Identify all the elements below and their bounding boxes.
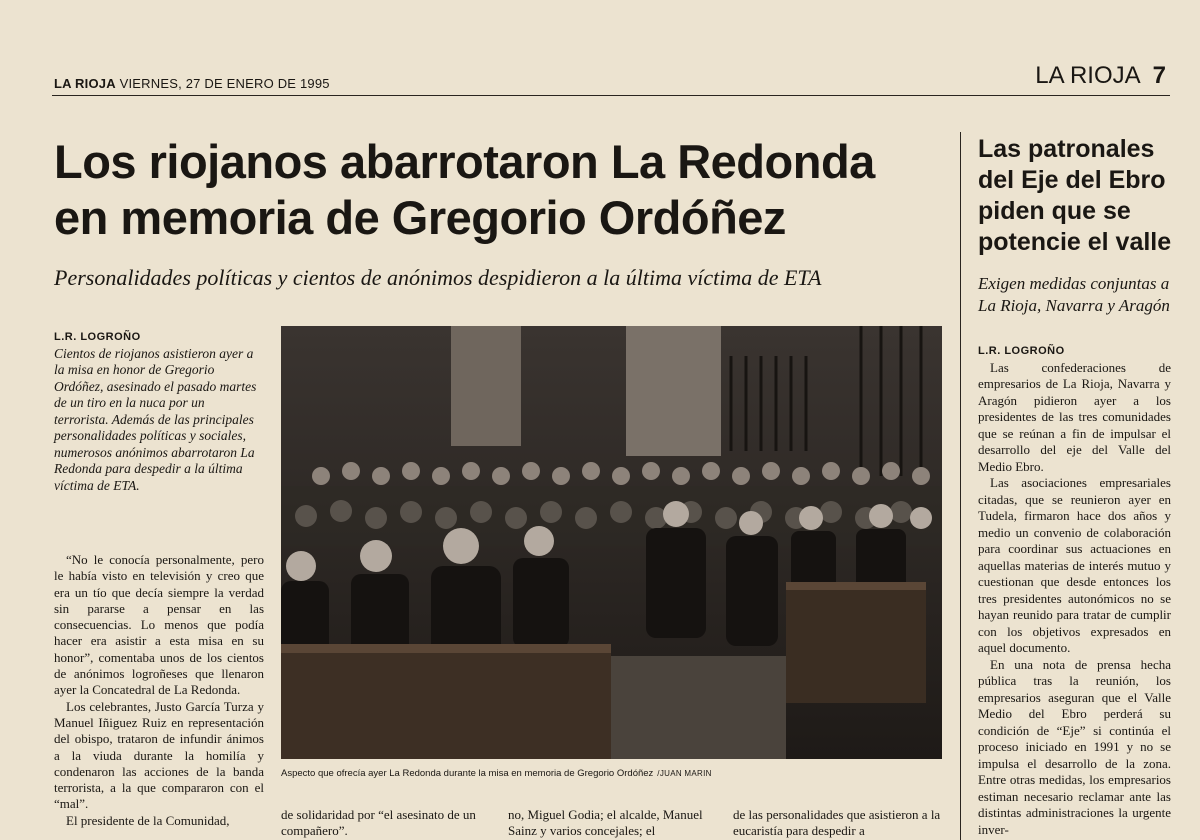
side-paragraph-2: Las asociaciones empresariales citadas, que se reunieron ayer en Tudela, firmaron hace dos años y medio un convenio de colaboración para coordinar sus actuaciones en aquellas materias de interés mutuo y cuestionan que desde entonces los tres presidentes autonómicos no se hayan reunido para tratar de cumplir con los objetivos expresados en aquel documento. bbox=[978, 475, 1171, 655]
column-2-text: de solidaridad por “el asesinato de un compañero”. bbox=[281, 807, 476, 838]
publication-name: LA RIOJA bbox=[54, 76, 116, 91]
side-paragraph-3: En una nota de prensa hecha pública tras la reunión, los empresarios aseguran que el Valle Medio del Ebro perderá su condición de “Eje” si continúa el proceso iniciado en 1991 y no se impulsa el desarrollo de la zona. Entre otras medidas, los empresarios estiman necesario reclamar ante las distintas administraciones la urgente inver- bbox=[978, 656, 1171, 837]
photo-credit: /JUAN MARIN bbox=[657, 769, 712, 778]
page-header-right bbox=[1035, 62, 1166, 90]
main-byline: L.R. LOGROÑO bbox=[54, 331, 141, 343]
caption-text: Aspecto que ofrecía ayer La Redonda durante la misa en memoria de Gregorio Ordóñez bbox=[281, 768, 654, 779]
headline-line-1: Los riojanos abarrotaron La Redonda bbox=[54, 135, 875, 188]
side-paragraph-1: Las confederaciones de empresarios de La Rioja, Navarra y Aragón pidieron ayer a los presidentes de las tres comunidades que se reúnan a fin de impulsar el desarrollo del eje del Valle del Medio Ebro. bbox=[978, 359, 1171, 474]
body-column bbox=[54, 552, 264, 829]
body-paragraph-3: El presidente de la Comunidad, bbox=[66, 812, 230, 828]
page-number: 7 bbox=[1152, 62, 1166, 89]
section-name: LA RIOJA bbox=[1035, 62, 1141, 89]
side-byline: L.R. LOGROÑO bbox=[978, 345, 1065, 357]
main-headline bbox=[54, 134, 934, 246]
column-4-text: de las personalidades que asistieron a la eucaristía para despedir a bbox=[733, 807, 941, 838]
side-headline: Las patronales del Eje del Ebro piden que se potencie el valle bbox=[978, 135, 1172, 256]
body-paragraph-2: Los celebrantes, Justo García Turza y Manuel Iñiguez Ruiz en representación del obispo, trataron de infundir ánimos a la viuda durante la homilía y condenaron las acciones de la banda terrorista, a la que compararon con el “mal”. bbox=[54, 698, 264, 812]
column-3-text: no, Miguel Godia; el alcalde, Manuel Sainz y varios concejales; el bbox=[508, 807, 703, 838]
header-rule bbox=[52, 95, 1170, 96]
page-header-left bbox=[54, 76, 330, 91]
photo-caption bbox=[281, 768, 942, 779]
side-subheadline: Exigen medidas conjuntas a La Rioja, Navarra y Aragón bbox=[978, 274, 1170, 315]
headline-line-2: en memoria de Gregorio Ordóñez bbox=[54, 191, 786, 244]
side-column-rule bbox=[960, 132, 961, 840]
issue-date: VIERNES, 27 DE ENERO DE 1995 bbox=[119, 76, 330, 91]
lead-paragraph: Cientos de riojanos asistieron ayer a la misa en honor de Gregorio Ordóñez, asesinado el pasado martes de un tiro en la nuca por un terrorista. Además de las principales personalidades políticas y sociales, numerosos anónimos abarrotaron La Redonda para despedir a la última víctima de ETA. bbox=[54, 345, 257, 493]
news-photo bbox=[281, 326, 942, 759]
side-body bbox=[978, 343, 1171, 838]
lead-column bbox=[54, 329, 260, 494]
body-paragraph-1: “No le conocía personalmente, pero le había visto en televisión y creo que era un tío que decía siempre la verdad sin pararse a pensar en las consecuencias. Lo menos que podía hacer era asistir a esta misa en su honor”, comentaba unos de los cientos de anónimos logroñeses que llenaron ayer la Concatedral de La Redonda. bbox=[54, 552, 264, 698]
church-interior-photo bbox=[281, 326, 942, 759]
main-subheadline: Personalidades políticas y cientos de anónimos despidieron a la última víctima de ETA bbox=[54, 265, 822, 290]
